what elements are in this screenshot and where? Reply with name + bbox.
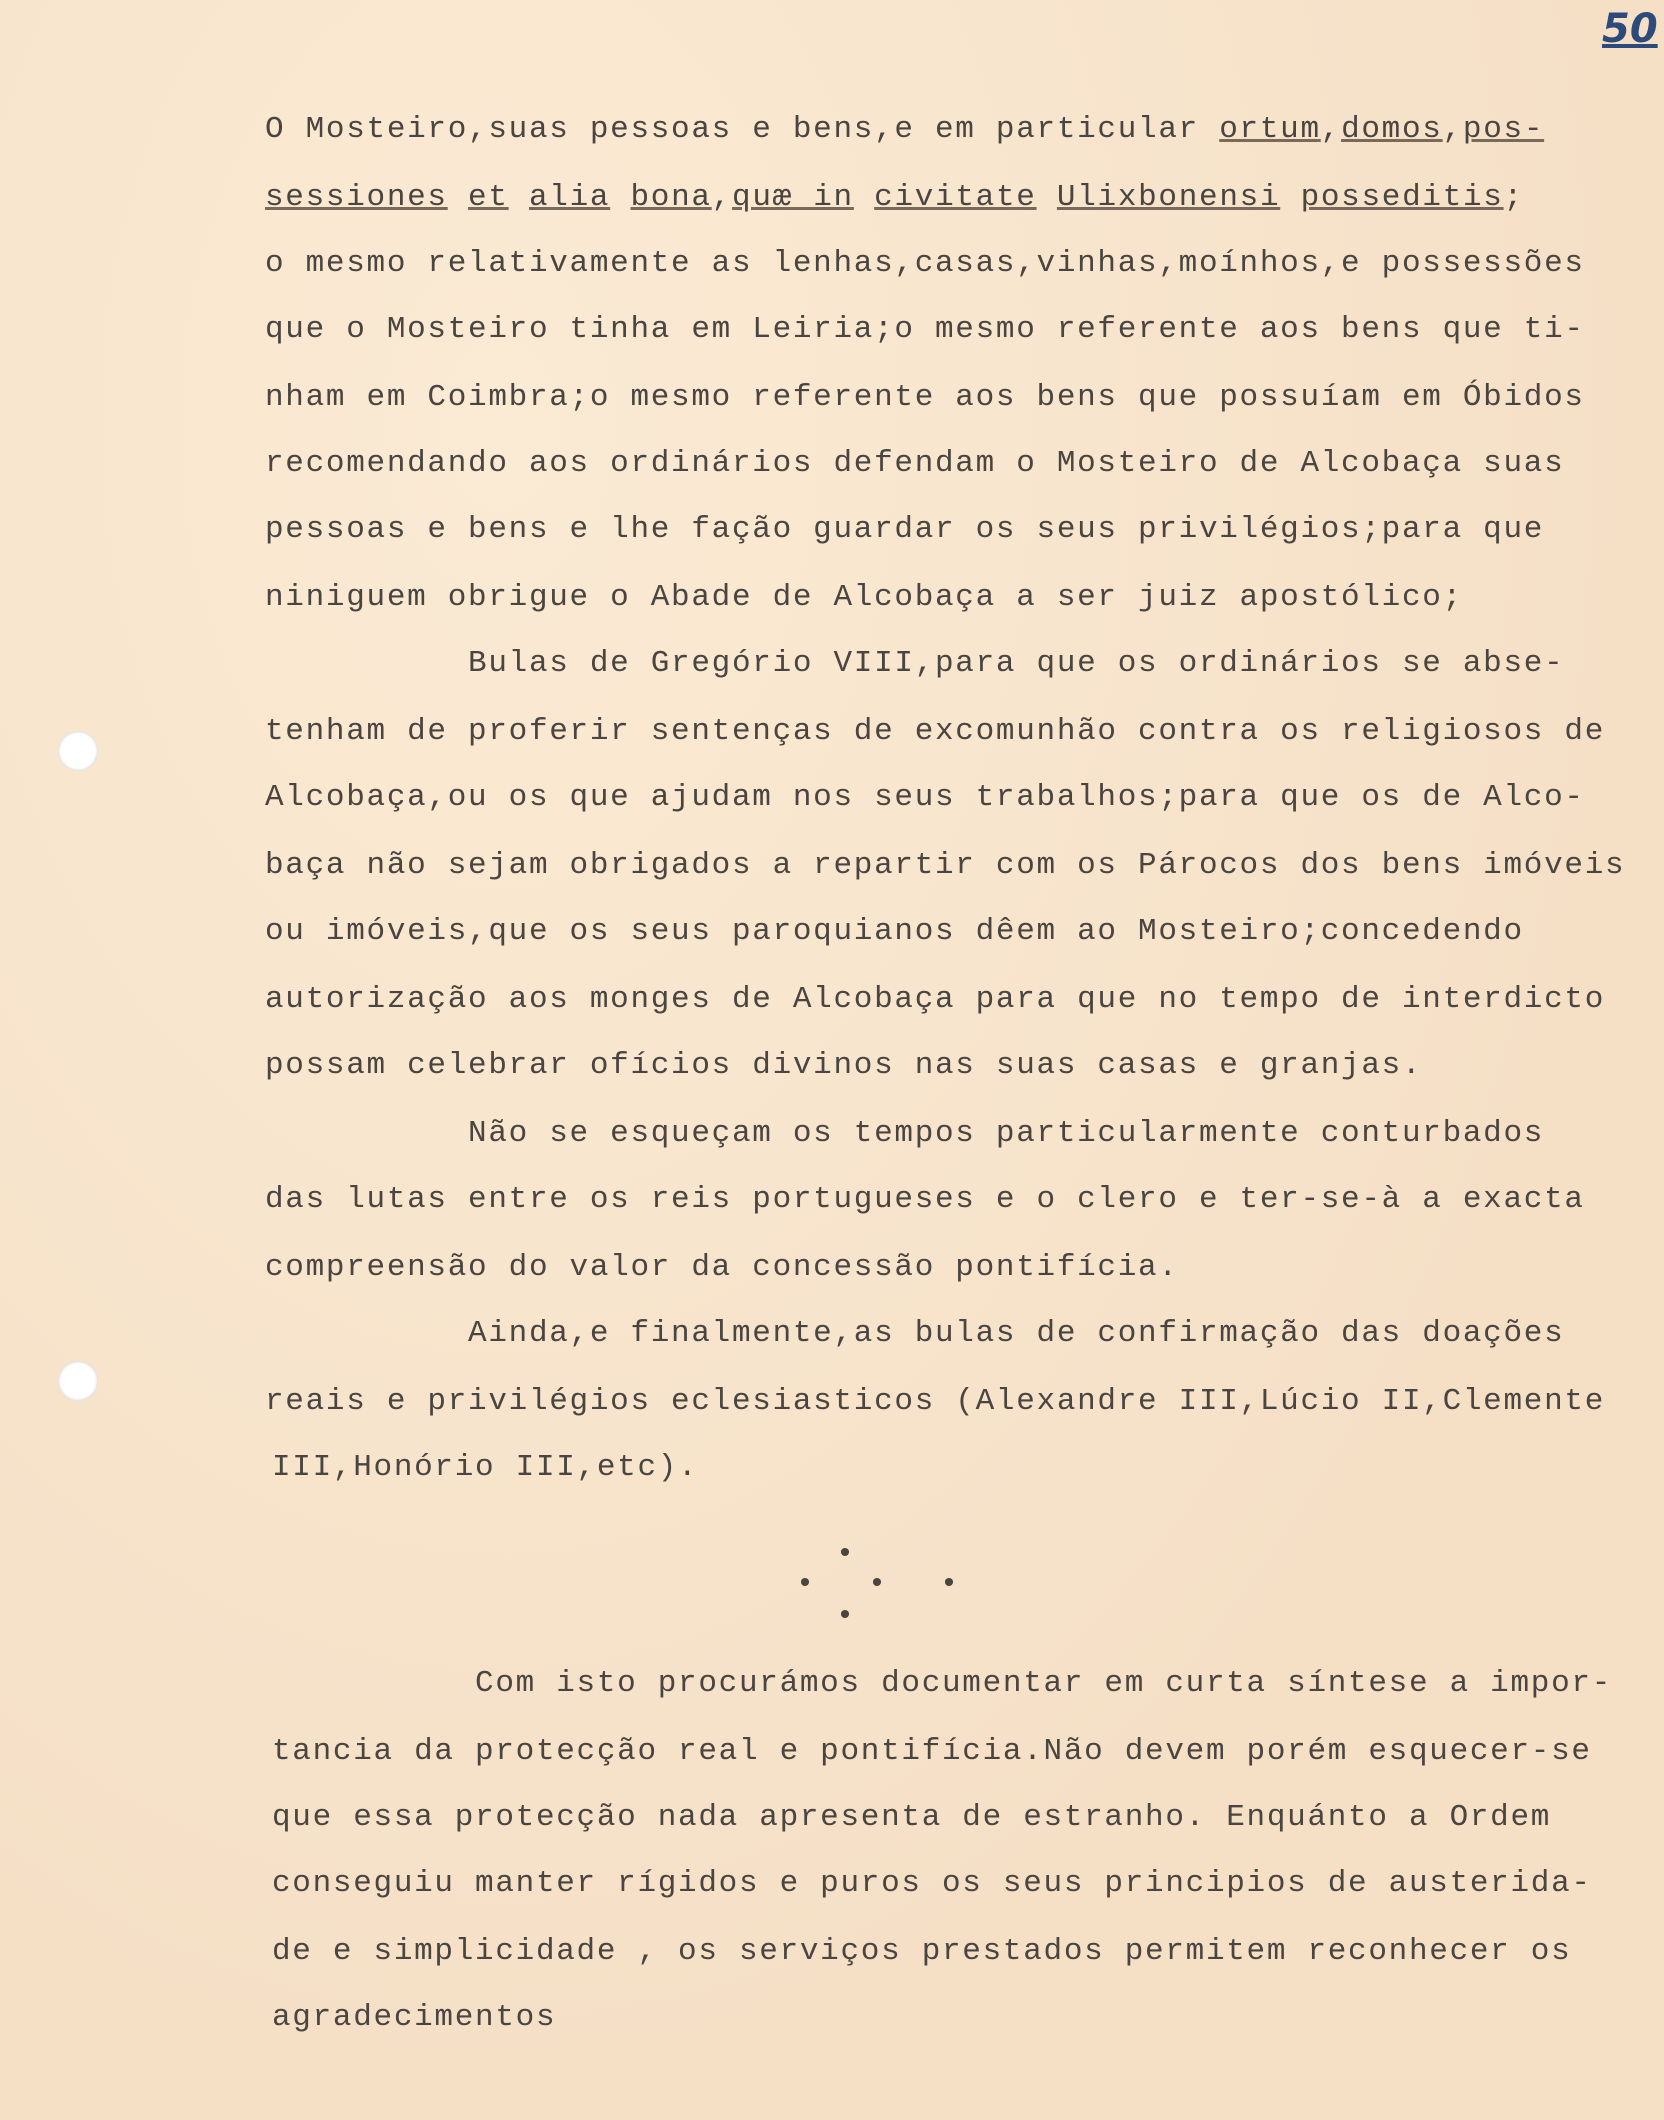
- text-segment: Não se esqueçam os tempos particularmente conturbados: [265, 1116, 1545, 1151]
- separator-dot-bottom: •: [836, 1600, 873, 1634]
- underlined-text: bona: [630, 180, 712, 215]
- text-line: [265, 914, 1524, 949]
- underlined-text: alia: [528, 180, 611, 215]
- text-line: [265, 780, 1585, 815]
- text-segment: tancia da protecção real e pontifícia.Não devem porém esquecer-se: [272, 1734, 1592, 1769]
- text-line: [265, 380, 1585, 415]
- text-segment: ;: [1503, 180, 1524, 215]
- text-line: [272, 1734, 1592, 1769]
- text-line: [272, 1800, 1551, 1835]
- text-line: [265, 446, 1564, 481]
- text-segment: [854, 180, 874, 215]
- text-segment: O Mosteiro,suas pessoas e bens,e em particular: [265, 112, 1220, 147]
- punch-hole: [58, 731, 98, 771]
- underlined-text: et: [468, 180, 509, 215]
- text-segment: ,: [711, 180, 733, 215]
- text-line: [265, 180, 1524, 215]
- underlined-text: posseditis: [1300, 180, 1504, 215]
- text-segment: [448, 180, 468, 215]
- text-segment: Com isto procurámos documentar em curta síntese a impor-: [272, 1666, 1612, 1701]
- text-segment: Bulas de Gregório VIII,para que os ordinários se abse-: [265, 646, 1565, 681]
- text-line: [272, 1934, 1571, 1969]
- separator-dots-middle: • • •: [796, 1568, 977, 1602]
- text-line: [265, 246, 1585, 281]
- underlined-text: domos: [1341, 112, 1443, 147]
- text-line: [265, 1182, 1585, 1217]
- separator-dot-top: •: [836, 1538, 873, 1572]
- text-segment: III,Honório III,etc).: [272, 1450, 699, 1485]
- underlined-text: civitate: [874, 180, 1037, 215]
- text-segment: conseguiu manter rígidos e puros os seus principios de austerida-: [272, 1866, 1592, 1901]
- text-segment: [509, 180, 529, 215]
- text-segment: reais e privilégios eclesiasticos (Alexandre III,Lúcio II,Clemente: [265, 1384, 1605, 1419]
- text-line: [265, 312, 1585, 347]
- text-segment: ,: [1442, 112, 1463, 147]
- underlined-text: quæ in: [732, 180, 854, 215]
- underlined-text: sessiones: [265, 180, 448, 215]
- text-segment: niniguem obrigue o Abade de Alcobaça a ser juiz apostólico;: [265, 580, 1463, 615]
- text-line: [265, 1316, 1564, 1351]
- text-line: [265, 1250, 1179, 1285]
- underlined-text: ortum: [1219, 112, 1321, 147]
- underlined-text: pos-: [1462, 112, 1545, 147]
- text-line: [265, 1384, 1605, 1419]
- text-line: [265, 112, 1544, 147]
- text-line: [265, 982, 1605, 1017]
- text-segment: autorização aos monges de Alcobaça para que no tempo de interdicto: [265, 982, 1605, 1017]
- page-number: 50: [1602, 6, 1658, 52]
- text-segment: [610, 180, 630, 215]
- text-segment: compreensão do valor da concessão pontifícia.: [265, 1250, 1179, 1285]
- text-segment: o mesmo relativamente as lenhas,casas,vinhas,moínhos,e possessões: [265, 246, 1585, 281]
- text-segment: Alcobaça,ou os que ajudam nos seus trabalhos;para que os de Alco-: [265, 780, 1585, 815]
- text-segment: pessoas e bens e lhe fação guardar os seus privilégios;para que: [265, 512, 1545, 547]
- text-line: [265, 646, 1564, 681]
- text-segment: recomendando aos ordinários defendam o Mosteiro de Alcobaça suas: [265, 446, 1565, 481]
- text-segment: [1280, 180, 1300, 215]
- text-line: [265, 1048, 1422, 1083]
- text-segment: Ainda,e finalmente,as bulas de confirmação das doações: [265, 1316, 1565, 1351]
- text-segment: [1037, 180, 1057, 215]
- text-line: [265, 714, 1605, 749]
- underlined-text: Ulixbonensi: [1056, 180, 1281, 215]
- text-line: [265, 580, 1463, 615]
- text-segment: que essa protecção nada apresenta de estranho. Enquánto a Ordem: [272, 1800, 1552, 1835]
- text-segment: nham em Coimbra;o mesmo referente aos bens que possuíam em Óbidos: [265, 380, 1585, 415]
- text-line: [265, 1116, 1544, 1151]
- text-segment: ,: [1320, 112, 1342, 147]
- text-segment: de e simplicidade , os serviços prestados permitem reconhecer os: [272, 1934, 1572, 1969]
- text-line: [272, 1866, 1592, 1901]
- text-segment: ou imóveis,que os seus paroquianos dêem ao Mosteiro;concedendo: [265, 914, 1524, 949]
- text-segment: que o Mosteiro tinha em Leiria;o mesmo referente aos bens que ti-: [265, 312, 1585, 347]
- text-segment: tenham de proferir sentenças de excomunhão contra os religiosos de: [265, 714, 1605, 749]
- punch-hole: [58, 1361, 98, 1401]
- text-line: [272, 1666, 1612, 1701]
- text-segment: possam celebrar ofícios divinos nas suas casas e granjas.: [265, 1048, 1423, 1083]
- text-segment: das lutas entre os reis portugueses e o clero e ter-se-à a exacta: [265, 1182, 1585, 1217]
- text-segment: agradecimentos: [272, 2000, 557, 2035]
- text-line: [265, 848, 1625, 883]
- text-line: [272, 1450, 698, 1485]
- text-segment: baça não sejam obrigados a repartir com os Párocos dos bens imóveis: [265, 848, 1626, 883]
- text-line: [265, 512, 1544, 547]
- text-line: [272, 2000, 556, 2035]
